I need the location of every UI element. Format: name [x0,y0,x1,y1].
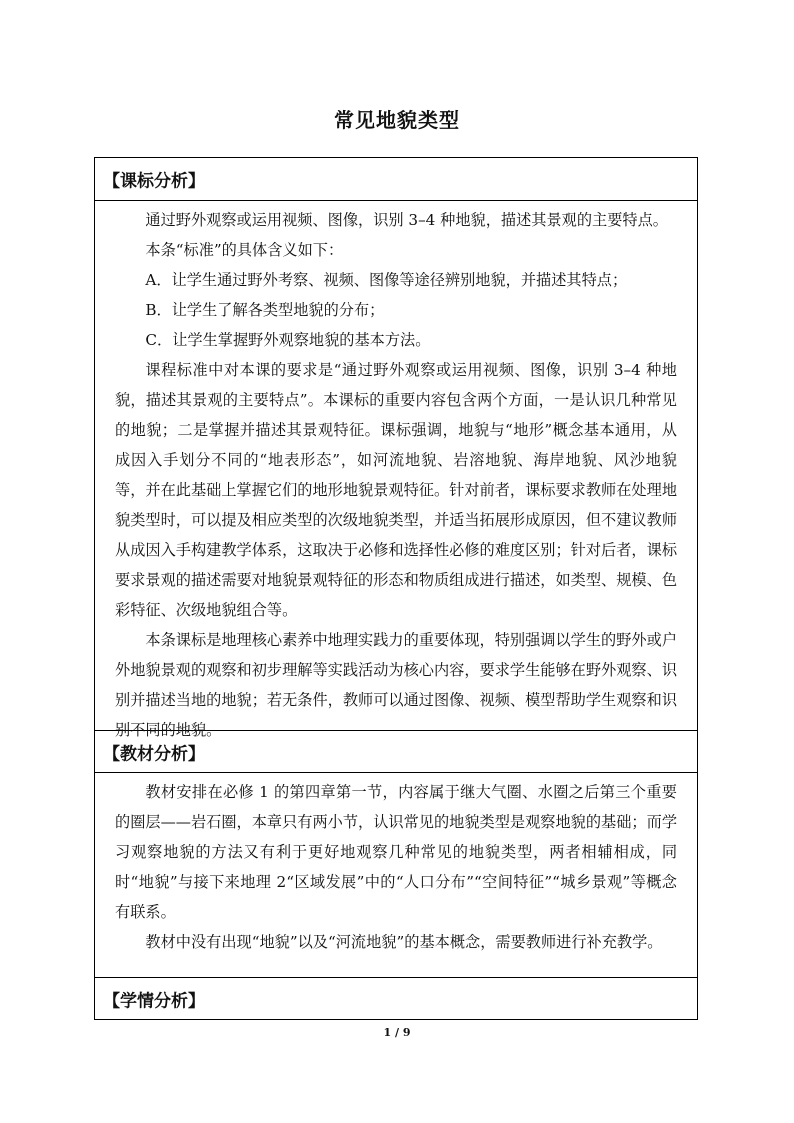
analysis-table [94,157,698,1020]
paragraph: 通过野外观察或运用视频、图像，识别 3–4 种地貌，描述其景观的主要特点。 [145,211,668,229]
section-body-textbook [95,773,697,978]
paragraph: 本条课标是地理核心素养中地理实践力的重要体现，特别强调以学生的野外或户外地貌景观的观察和初步理解等实践活动为核心内容，要求学生能够在野外观察、识别并描述当地的地貌；若无条件，教师可以通过图像、视频、模型帮助学生观察和识别不同的地貌。 [115,631,677,739]
paragraph: A．让学生通过野外考察、视频、图像等途径辨别地貌，并描述其特点； [145,271,628,289]
paragraph: B．让学生了解各类型地貌的分布； [145,301,385,319]
section-heading-curriculum: 【课标分析】 [95,158,697,201]
paragraph: C．让学生掌握野外观察地貌的基本方法。 [145,331,431,349]
section-heading-student: 【学情分析】 [103,991,205,1011]
paragraph: 教材安排在必修 1 的第四章第一节，内容属于继大气圈、水圈之后第三个重要的圈层——岩石圈，本章只有两小节，认识常见的地貌类型是观察地貌的基础；而学习观察地貌的方法又有利于更好地观察几种常见的地貌类型，两者相辅相成，同时“地貌”与接下来地理 2“区域发展”中的“人口分布”“空间特征”“城乡景观”等概念有联系。 [115,783,677,921]
section-heading-textbook: 【教材分析】 [95,731,697,773]
paragraph: 本条“标准”的具体含义如下： [145,241,344,259]
page-number: 1 / 9 [383,1026,411,1039]
paragraph: 课程标准中对本课的要求是“通过野外观察或运用视频、图像，识别 3–4 种地貌，描述其景观的主要特点”。本课标的重要内容包含两个方面，一是认识几种常见的地貌；二是掌握并描述其景观特征。课标强调，地貌与“地形”概念基本通用，从成因入手划分不同的“地表形态”，如河流地貌、岩溶地貌、海岸地貌、风沙地貌等，并在此基础上掌握它们的地形地貌景观特征。针对前者，课标要求教师在处理地貌类型时，可以提及相应类型的次级地貌类型，并适当拓展形成原因，但不建议教师从成因入手构建教学体系，这取决于必修和选择性必修的难度区别；针对后者，课标要求景观的描述需要对地貌景观特征的形态和物质组成进行描述，如类型、规模、色彩特征、次级地貌组合等。 [115,361,677,619]
paragraph: 教材中没有出现“地貌”以及“河流地貌”的基本概念，需要教师进行补充教学。 [145,933,663,951]
section-body-curriculum [95,201,697,739]
document-title: 常见地貌类型 [334,108,460,132]
